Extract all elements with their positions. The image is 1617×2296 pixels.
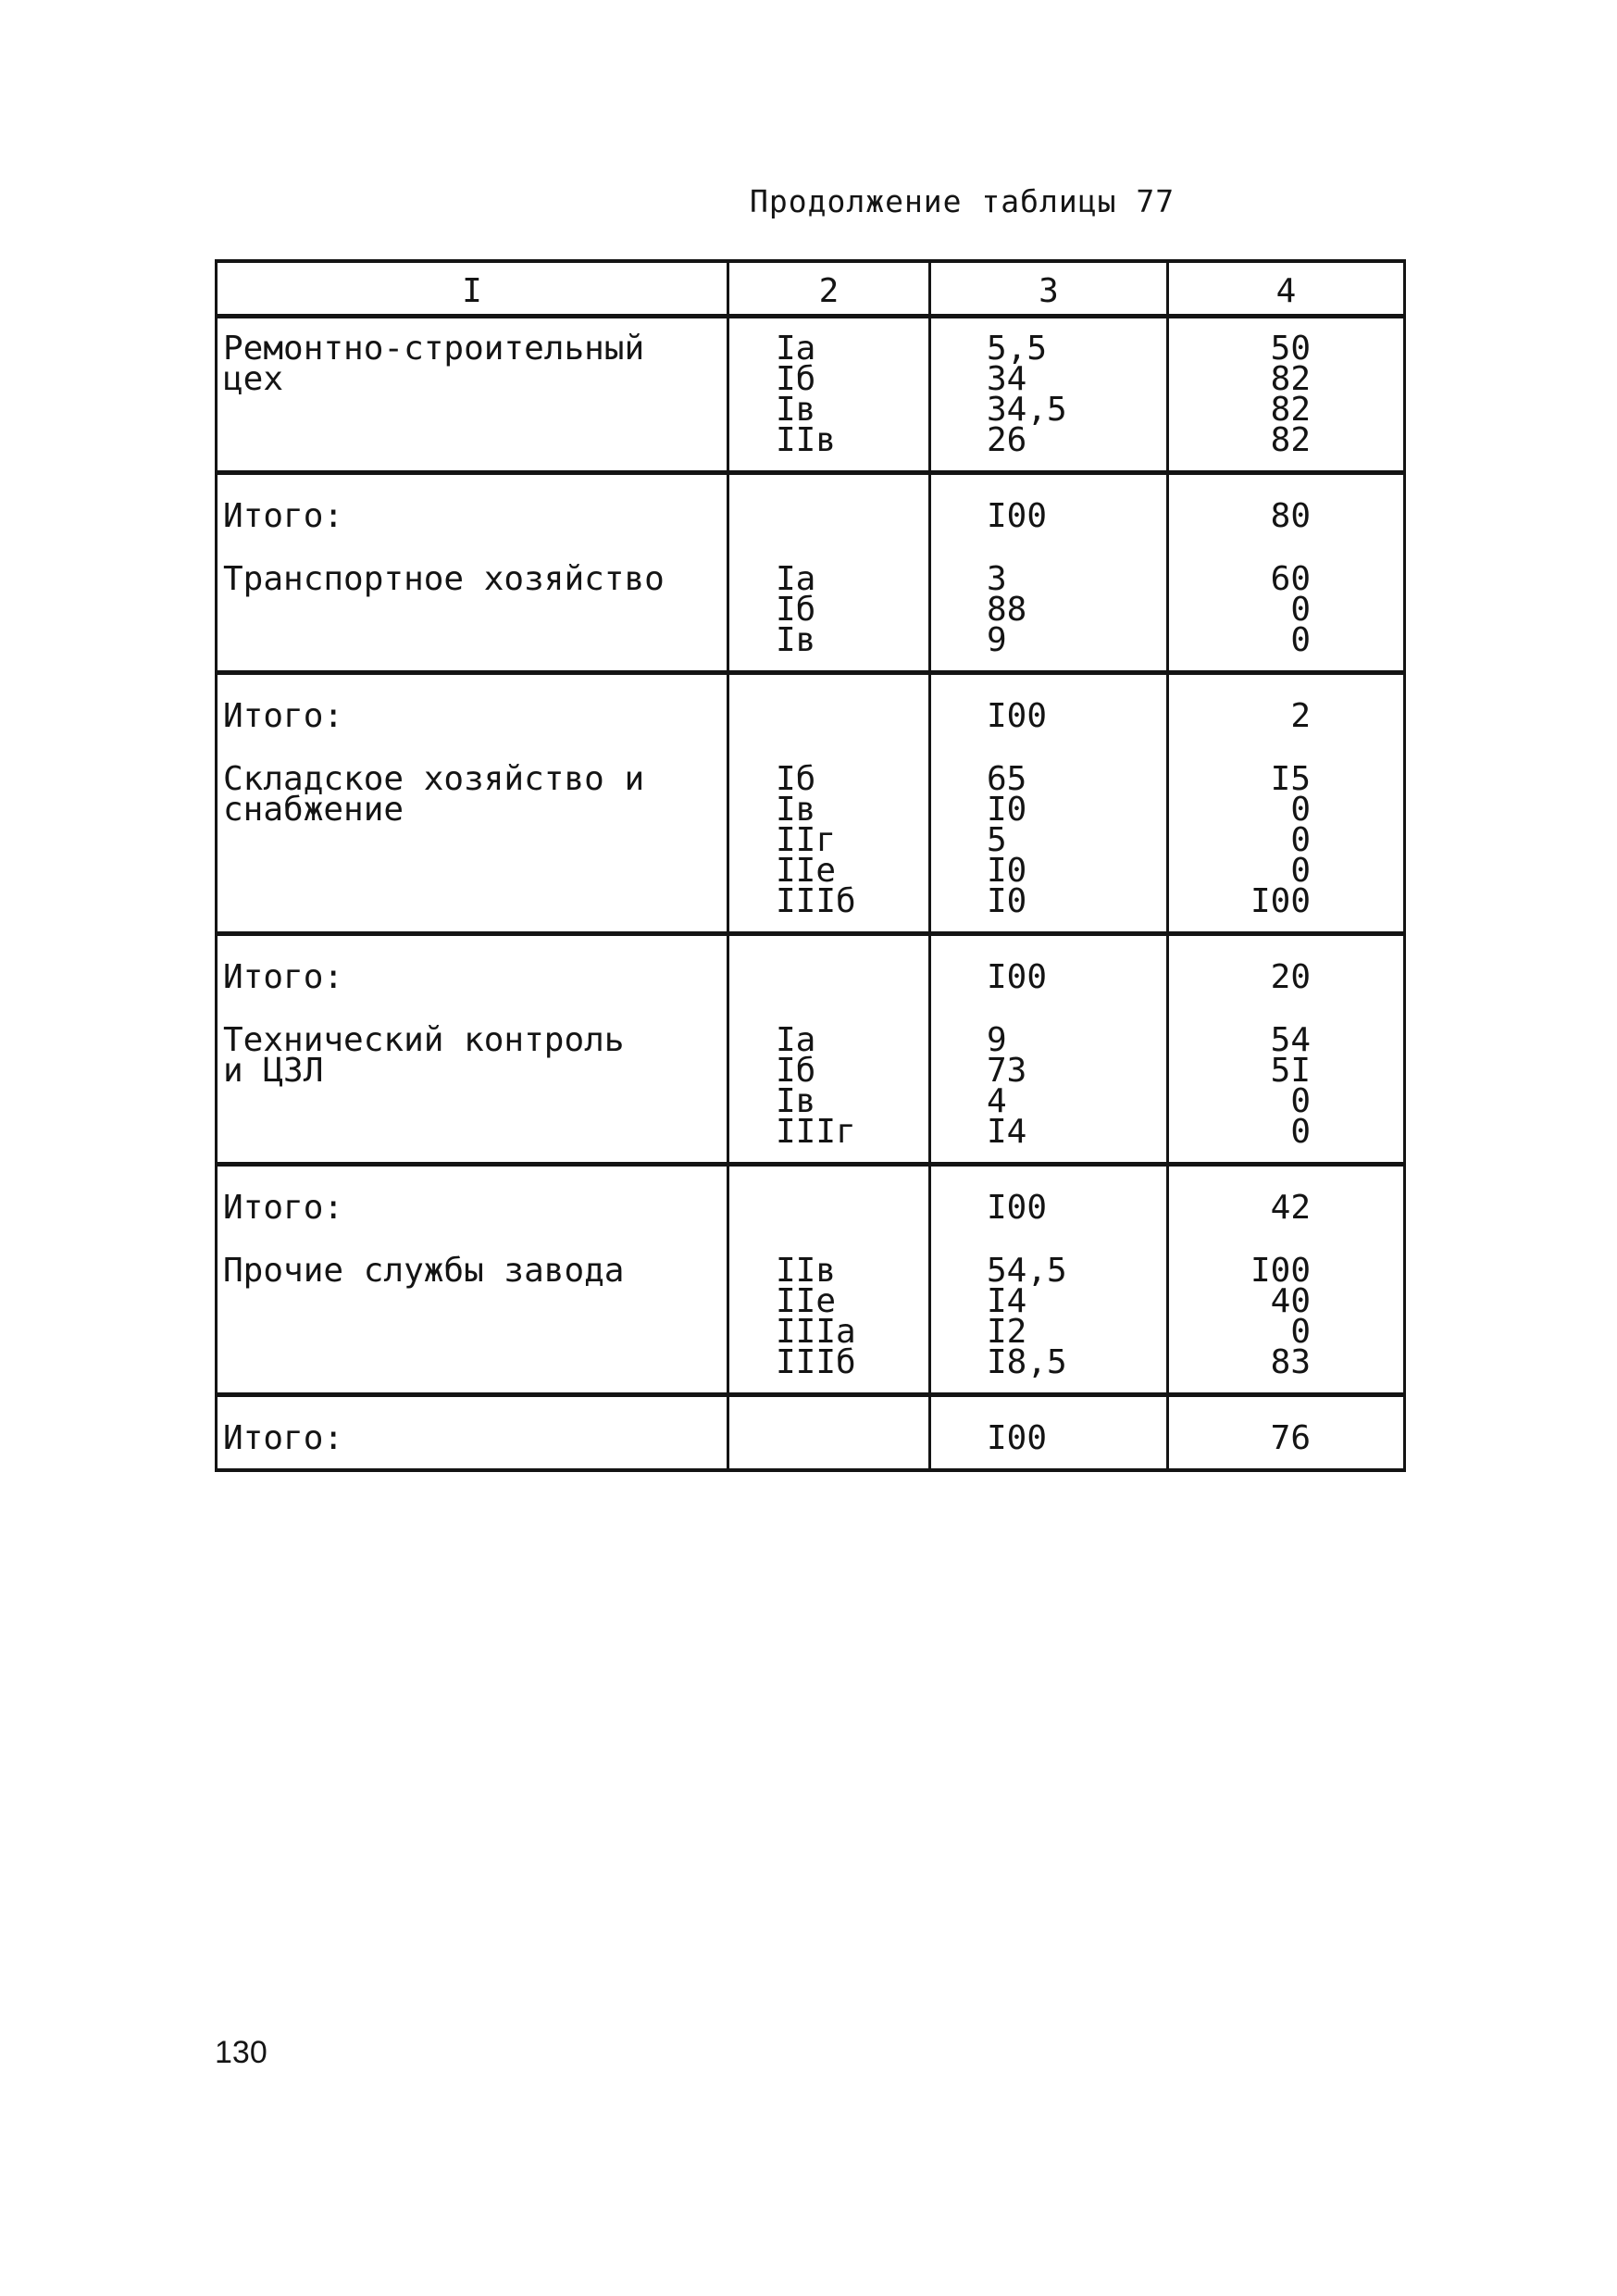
- total-value: 42: [1270, 1189, 1311, 1227]
- row-value: 0: [1290, 1082, 1311, 1120]
- row-value: 83: [1270, 1343, 1311, 1381]
- table-header-row: [218, 263, 1403, 318]
- row-share: 5: [987, 821, 1007, 859]
- row-share: 4: [987, 1082, 1007, 1120]
- row-name-cell: [218, 1167, 727, 1392]
- header-col-2: 2: [727, 263, 928, 314]
- row-name-line: цех: [223, 360, 284, 398]
- row-share: 9: [987, 1021, 1007, 1059]
- total-value: 2: [1290, 697, 1311, 735]
- row-share-cell: [928, 475, 1166, 670]
- row-code: Iа: [776, 560, 816, 598]
- row-code: Iв: [776, 791, 816, 829]
- row-name-line: Транспортное хозяйство: [223, 560, 665, 598]
- row-value: 0: [1290, 1313, 1311, 1351]
- page-number: 130: [215, 2035, 267, 2070]
- row-value-cell: [1166, 318, 1403, 470]
- table-row-group: [218, 318, 1403, 470]
- row-name-line: Технический контроль: [223, 1021, 625, 1059]
- total-value: 20: [1270, 958, 1311, 996]
- row-code: Iв: [776, 621, 816, 659]
- row-value: 82: [1270, 391, 1311, 429]
- row-share: 65: [987, 760, 1027, 798]
- row-value: 54: [1270, 1021, 1311, 1059]
- row-code: Iа: [776, 1021, 816, 1059]
- row-code-cell: [727, 475, 928, 670]
- total-label: Итого:: [223, 1419, 344, 1457]
- row-value: 0: [1290, 791, 1311, 829]
- row-code: IIIа: [776, 1313, 856, 1351]
- row-value-cell: [1166, 675, 1403, 931]
- row-code: Iб: [776, 591, 816, 629]
- row-share: I4: [987, 1282, 1027, 1320]
- row-code-cell: [727, 318, 928, 470]
- row-share: I8,5: [987, 1343, 1067, 1381]
- row-share: I0: [987, 882, 1027, 920]
- header-col-4: 4: [1166, 263, 1403, 314]
- total-label: Итого:: [223, 1189, 344, 1227]
- row-share: 9: [987, 621, 1007, 659]
- total-share: I00: [928, 1397, 1166, 1468]
- total-value: 80: [1270, 497, 1311, 535]
- row-name-cell: [218, 936, 727, 1162]
- total-share: I00: [987, 1189, 1048, 1227]
- row-value-cell: [1166, 1167, 1403, 1392]
- row-share: I4: [987, 1113, 1027, 1151]
- row-share-cell: [928, 675, 1166, 931]
- row-value-cell: [1166, 475, 1403, 670]
- row-share: 73: [987, 1052, 1027, 1090]
- row-value: 0: [1290, 591, 1311, 629]
- row-value: I00: [1250, 1252, 1311, 1290]
- table-caption: Продолжение таблицы 77: [750, 183, 1175, 219]
- row-name-line: Ремонтно-строительный: [223, 330, 645, 368]
- row-code: IIв: [776, 421, 837, 459]
- data-table: [215, 259, 1406, 1472]
- row-code-cell: [727, 1167, 928, 1392]
- table-row-group: [218, 470, 1403, 670]
- row-value: 60: [1270, 560, 1311, 598]
- row-name-line: Прочие службы завода: [223, 1252, 625, 1290]
- row-share: 34: [987, 360, 1027, 398]
- row-code: Iв: [776, 1082, 816, 1120]
- row-code: Iб: [776, 360, 816, 398]
- row-value: I5: [1270, 760, 1311, 798]
- row-code: IIг: [776, 821, 837, 859]
- row-share: I0: [987, 791, 1027, 829]
- table-row-group: [218, 931, 1403, 1162]
- row-share: 34,5: [987, 391, 1067, 429]
- row-code-cell: [727, 936, 928, 1162]
- row-name-line: и ЦЗЛ: [223, 1052, 324, 1090]
- row-share-cell: [928, 936, 1166, 1162]
- total-label: Итого:: [223, 697, 344, 735]
- row-share-cell: [928, 1167, 1166, 1392]
- row-value: 0: [1290, 621, 1311, 659]
- total-share: I00: [987, 497, 1048, 535]
- row-code: Iв: [776, 391, 816, 429]
- row-share: 88: [987, 591, 1027, 629]
- row-value: I00: [1250, 882, 1311, 920]
- row-code: Iа: [776, 330, 816, 368]
- row-code: IIIб: [776, 1343, 856, 1381]
- row-share: I2: [987, 1313, 1027, 1351]
- row-name-line: снабжение: [223, 791, 404, 829]
- row-value: 50: [1270, 330, 1311, 368]
- table-row-group: [218, 1162, 1403, 1392]
- row-value: 0: [1290, 821, 1311, 859]
- row-code-cell: [727, 675, 928, 931]
- row-code: IIв: [776, 1252, 837, 1290]
- row-share: I0: [987, 852, 1027, 890]
- row-code: IIе: [776, 1282, 837, 1320]
- header-col-1: I: [462, 272, 482, 310]
- table-row-group: [218, 670, 1403, 931]
- row-name-cell: [218, 675, 727, 931]
- row-share: 26: [987, 421, 1027, 459]
- total-label: Итого:: [223, 497, 344, 535]
- total-value: 76: [1166, 1397, 1403, 1468]
- final-total-row: [218, 1392, 1403, 1468]
- total-label: Итого:: [223, 958, 344, 996]
- total-share: I00: [987, 958, 1048, 996]
- row-code: IIIг: [776, 1113, 856, 1151]
- row-value: 40: [1270, 1282, 1311, 1320]
- row-name-cell: [218, 475, 727, 670]
- row-share-cell: [928, 318, 1166, 470]
- row-name-cell: [218, 318, 727, 470]
- total-code: [727, 1397, 928, 1468]
- row-value: 82: [1270, 360, 1311, 398]
- row-value: 0: [1290, 852, 1311, 890]
- row-value: 82: [1270, 421, 1311, 459]
- header-col-3: 3: [928, 263, 1166, 314]
- row-value-cell: [1166, 936, 1403, 1162]
- row-value: 5I: [1270, 1052, 1311, 1090]
- row-share: 3: [987, 560, 1007, 598]
- row-code: Iб: [776, 1052, 816, 1090]
- row-value: 0: [1290, 1113, 1311, 1151]
- row-code: Iб: [776, 760, 816, 798]
- total-share: I00: [987, 697, 1048, 735]
- row-code: IIIб: [776, 882, 856, 920]
- row-share: 54,5: [987, 1252, 1067, 1290]
- row-code: IIе: [776, 852, 837, 890]
- row-name-line: Складское хозяйство и: [223, 760, 645, 798]
- row-share: 5,5: [987, 330, 1048, 368]
